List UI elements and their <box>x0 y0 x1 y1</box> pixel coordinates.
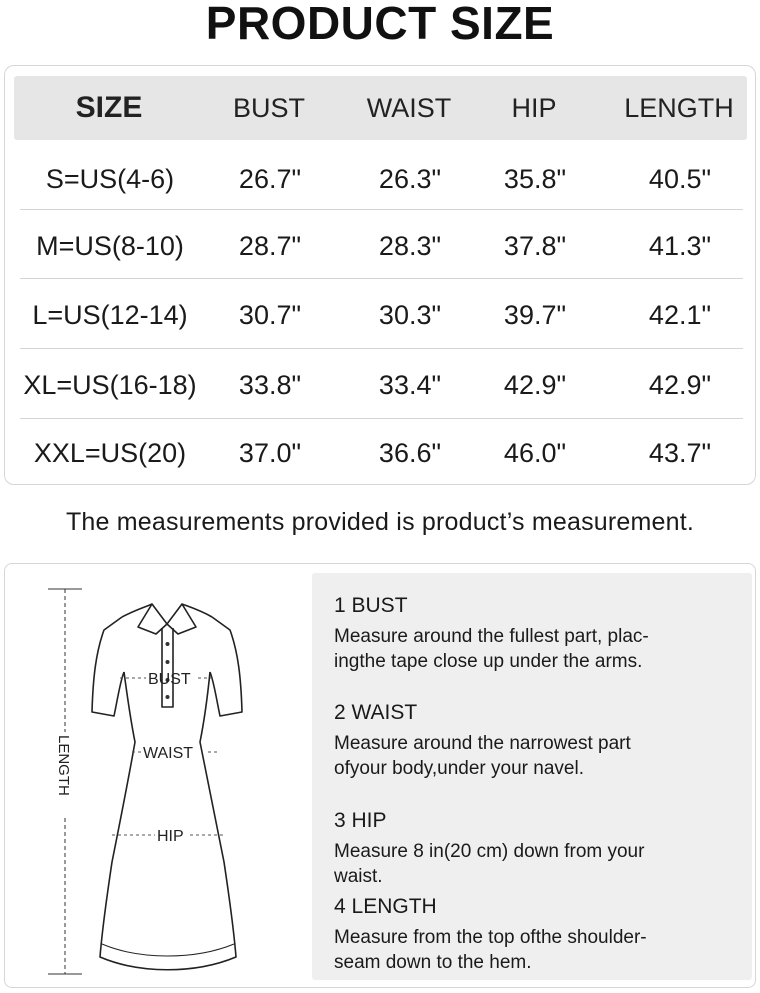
waist-description <box>334 731 734 781</box>
page-title: PRODUCT SIZE <box>205 0 555 49</box>
waist-cell: 30.3" <box>378 299 442 330</box>
bust-desc-line: Measure around the fullest part, plac- <box>334 626 649 647</box>
table-row <box>20 144 743 214</box>
table-row <box>20 280 743 350</box>
header-length: LENGTH <box>624 92 734 123</box>
waist-title: 2 WAIST <box>334 701 418 724</box>
bust-title: 1 BUST <box>334 594 408 617</box>
waist-cell: 36.6" <box>378 437 442 468</box>
row-divider <box>20 278 743 279</box>
waist-cell: 26.3" <box>378 163 442 194</box>
dress-outline <box>92 604 242 970</box>
hip-description <box>334 839 734 889</box>
header-size: SIZE <box>75 91 143 124</box>
hip-title: 3 HIP <box>334 809 387 832</box>
hip-cell: 35.8" <box>503 163 567 194</box>
header-waist: WAIST <box>366 92 452 123</box>
hip-desc-line: Measure 8 in(20 cm) down from your <box>334 841 645 862</box>
table-header-row <box>14 76 747 140</box>
length-cell: 42.1" <box>648 299 712 330</box>
size-cell: L=US(12-14) <box>32 299 188 330</box>
bust-cell: 37.0" <box>238 437 302 468</box>
row-divider <box>20 209 743 210</box>
size-cell: S=US(4-6) <box>45 163 175 194</box>
length-label: LENGTH <box>55 735 72 796</box>
waist-label: WAIST <box>143 745 194 762</box>
length-desc-line: Measure from the top ofthe shoulder- <box>334 927 647 948</box>
size-table <box>4 65 756 485</box>
waist-desc-line: Measure around the narrowest part <box>334 733 631 754</box>
hip-cell: 37.8" <box>503 230 567 261</box>
length-title: 4 LENGTH <box>334 895 437 918</box>
length-cell: 41.3" <box>648 230 712 261</box>
waist-desc-line: ofyour body,under your navel. <box>334 758 584 779</box>
waist-cell: 28.3" <box>378 230 442 261</box>
size-cell: XL=US(16-18) <box>23 369 197 400</box>
size-cell: M=US(8-10) <box>36 230 184 261</box>
table-row <box>20 211 743 281</box>
hip-desc-line: waist. <box>334 866 383 887</box>
table-row <box>20 350 743 420</box>
hip-cell: 42.9" <box>503 369 567 400</box>
hip-label: HIP <box>157 828 184 845</box>
measurement-guide <box>4 563 756 988</box>
header-hip: HIP <box>511 92 557 123</box>
bust-label: BUST <box>148 671 191 688</box>
length-cell: 43.7" <box>648 437 712 468</box>
header-bust: BUST <box>232 92 305 123</box>
measure-instructions <box>312 573 752 980</box>
bust-cell: 33.8" <box>238 369 302 400</box>
measurement-note: The measurements provided is product’s measurement. <box>65 508 695 536</box>
length-cell: 40.5" <box>648 163 712 194</box>
waist-cell: 33.4" <box>378 369 442 400</box>
size-cell: XXL=US(20) <box>33 437 187 468</box>
hip-cell: 46.0" <box>503 437 567 468</box>
bust-cell: 28.7" <box>238 230 302 261</box>
bust-desc-line: ingthe tape close up under the arms. <box>334 651 643 672</box>
hip-cell: 39.7" <box>503 299 567 330</box>
table-row <box>20 418 743 488</box>
length-description <box>334 925 734 975</box>
row-divider <box>20 348 743 349</box>
bust-cell: 30.7" <box>238 299 302 330</box>
bust-cell: 26.7" <box>238 163 302 194</box>
dress-diagram <box>40 582 270 982</box>
bust-description <box>334 624 734 674</box>
length-desc-line: seam down to the hem. <box>334 952 532 973</box>
length-cell: 42.9" <box>648 369 712 400</box>
